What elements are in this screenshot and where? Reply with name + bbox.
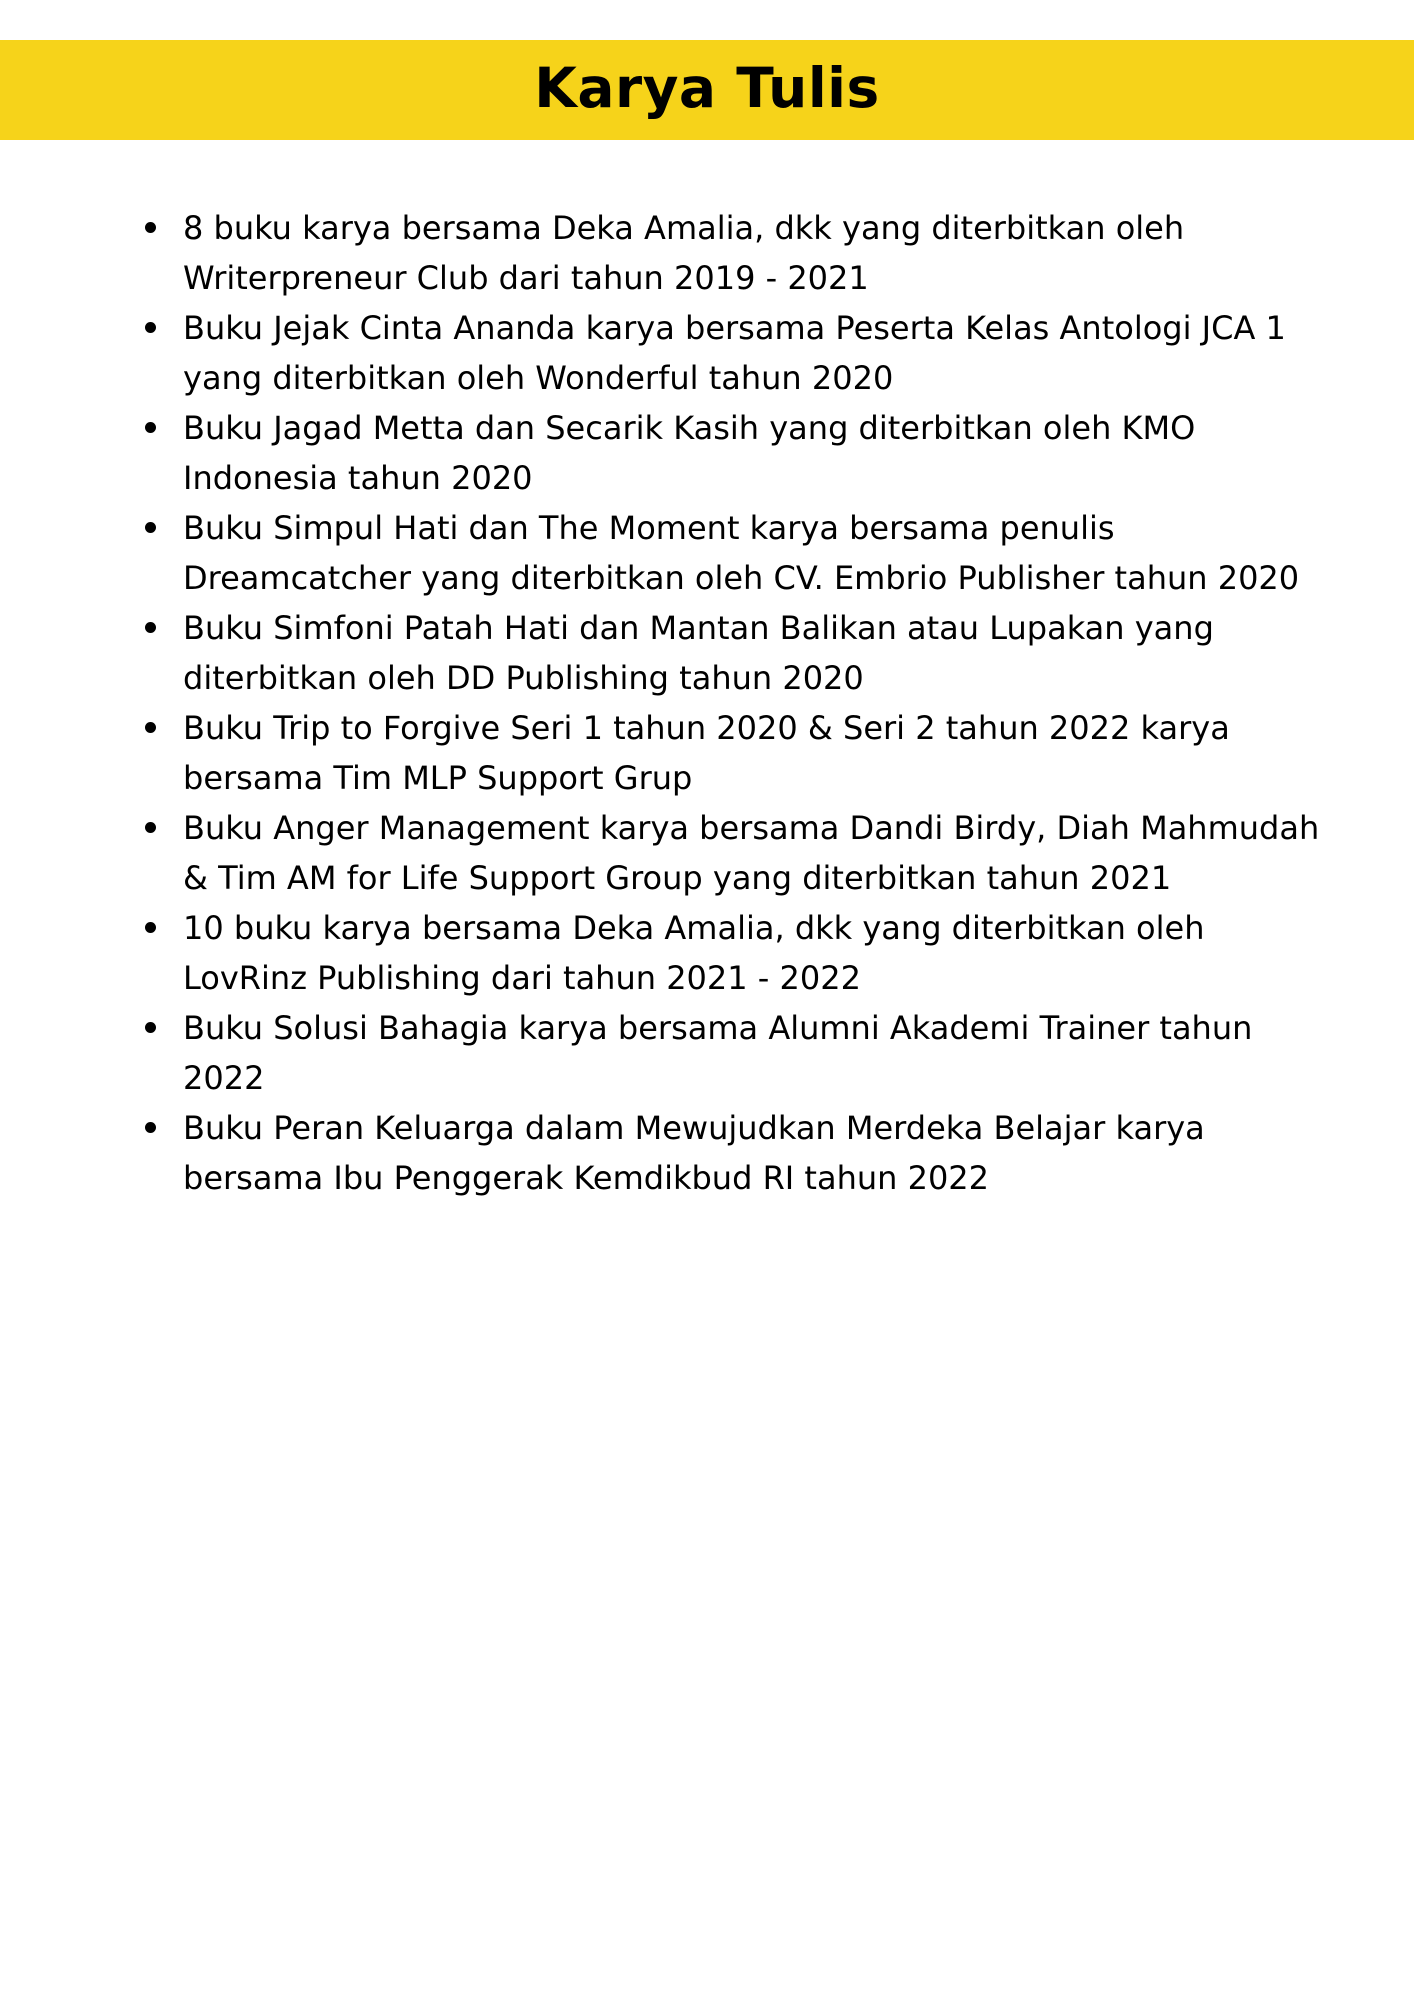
list-item: [183, 803, 1318, 903]
list-item-text: bersama Tim MLP Support Grup: [183, 759, 693, 797]
bullet-icon: [145, 622, 156, 633]
list-item-text: Indonesia tahun 2020: [183, 459, 533, 497]
bullet-icon: [145, 722, 156, 733]
list-item-text: bersama Ibu Penggerak Kemdikbud RI tahun 2022: [183, 1159, 990, 1197]
list-item-text: & Tim AM for Life Support Group yang diterbitkan tahun 2021: [183, 859, 1172, 897]
list-item: [183, 603, 1318, 703]
list-item-text: Buku Solusi Bahagia karya bersama Alumni Akademi Trainer tahun: [183, 1009, 1253, 1047]
list-item: [183, 303, 1318, 403]
bullet-icon: [145, 922, 156, 933]
list-item-text: 2022: [183, 1059, 265, 1097]
list-item-text: Writerpreneur Club dari tahun 2019 - 2021: [183, 259, 869, 297]
bullet-icon: [145, 822, 156, 833]
bullet-icon: [145, 422, 156, 433]
list-item: [183, 1103, 1318, 1203]
title-band: [0, 40, 1414, 140]
page-title: Karya Tulis: [534, 55, 880, 120]
list-item-text: Buku Peran Keluarga dalam Mewujudkan Merdeka Belajar karya: [183, 1109, 1205, 1147]
list-item-text: Buku Simpul Hati dan The Moment karya bersama penulis: [183, 509, 1115, 547]
list-item: [183, 1003, 1318, 1103]
list-item-text: Buku Jagad Metta dan Secarik Kasih yang diterbitkan oleh KMO: [183, 409, 1196, 447]
list-item-text: yang diterbitkan oleh Wonderful tahun 2020: [183, 359, 894, 397]
list-item-text: Buku Anger Management karya bersama Dandi Birdy, Diah Mahmudah: [183, 809, 1320, 847]
list-item-text: 10 buku karya bersama Deka Amalia, dkk yang diterbitkan oleh: [183, 909, 1205, 947]
bullet-icon: [145, 522, 156, 533]
list-item-text: Buku Jejak Cinta Ananda karya bersama Peserta Kelas Antologi JCA 1: [183, 309, 1286, 347]
bullet-icon: [145, 322, 156, 333]
list-item: [183, 703, 1318, 803]
bullet-icon: [145, 1022, 156, 1033]
list-item: [183, 203, 1318, 303]
works-list: [183, 203, 1318, 1203]
list-item-text: LovRinz Publishing dari tahun 2021 - 2022: [183, 959, 861, 997]
list-item-text: Buku Simfoni Patah Hati dan Mantan Balikan atau Lupakan yang: [183, 609, 1214, 647]
list-item: [183, 903, 1318, 1003]
bullet-icon: [145, 222, 156, 233]
bullet-icon: [145, 1122, 156, 1133]
list-item-text: Dreamcatcher yang diterbitkan oleh CV. Embrio Publisher tahun 2020: [183, 559, 1300, 597]
list-item-text: 8 buku karya bersama Deka Amalia, dkk yang diterbitkan oleh: [183, 209, 1185, 247]
list-item: [183, 503, 1318, 603]
list-item: [183, 403, 1318, 503]
list-item-text: diterbitkan oleh DD Publishing tahun 2020: [183, 659, 864, 697]
list-item-text: Buku Trip to Forgive Seri 1 tahun 2020 & Seri 2 tahun 2022 karya: [183, 709, 1230, 747]
